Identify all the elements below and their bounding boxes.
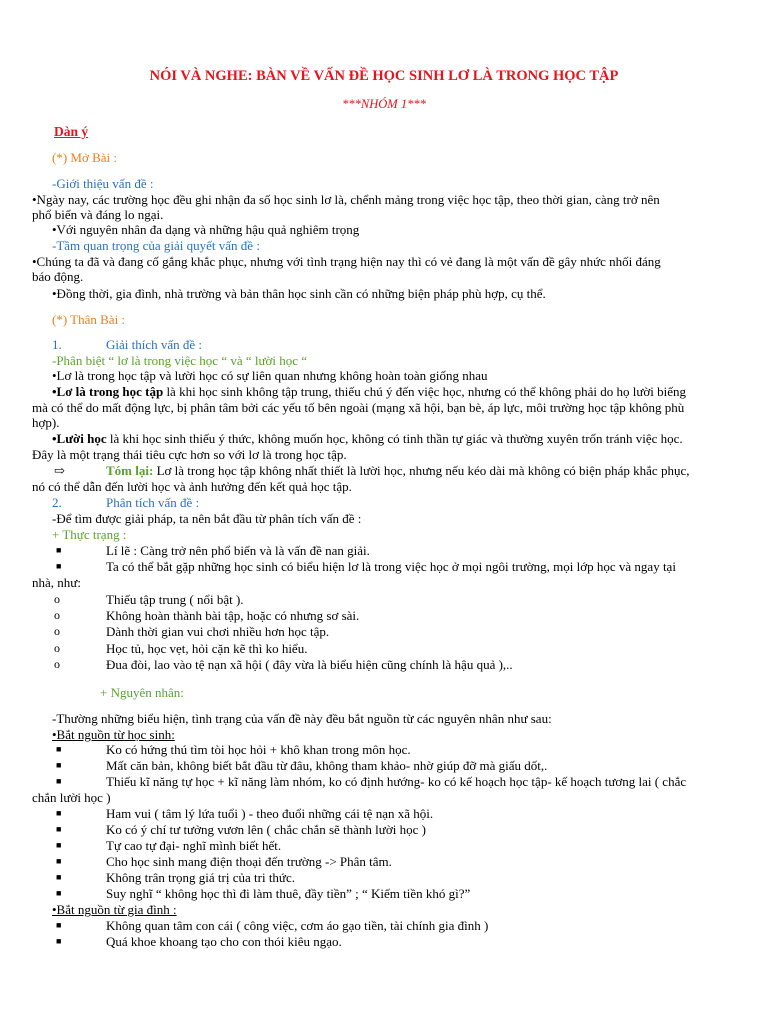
square-bullet-icon: ■ [56,760,62,770]
square-bullet-icon: ■ [56,840,62,850]
body-heading: (*) Thân Bài : [52,312,126,327]
summary-text: Lơ là trong học tập không nhất thiết là lười học, nhưng nếu kéo dài mà không có biện pháp khắc phục, [153,463,690,478]
status-item-2: Ta có thể bắt gặp những học sinh có biểu hiện lơ là trong việc học ở mọi ngôi trường, mọi lớp học và ngay tại [106,559,676,574]
section-2-number: 2. [52,495,62,510]
square-bullet-icon: ■ [56,744,62,754]
body-bullet-3-term: •Lười học [52,431,107,446]
symptom-item-3: Dành thời gian vui chơi nhiều hơn học tập. [106,624,330,639]
student-cause-5: Ko có ý chí tư tưởng vươn lên ( chắc chắn sẽ thành lười học ) [106,822,426,837]
summary-cont: nó có thể dẫn đến lười học và ảnh hưởng đến kết quả học tập. [32,479,352,494]
section-1-title: Giải thích vấn đề : [106,337,203,352]
circle-bullet-icon: o [54,592,60,606]
student-cause-7: Cho học sinh mang điện thoại đến trường -> Phân tâm. [106,854,392,869]
cause-intro: -Thường những biểu hiện, tình trạng của vấn đề này đều bắt nguồn từ các nguyên nhân như sau: [52,711,552,726]
square-bullet-icon: ■ [56,856,62,866]
summary-label: Tóm lại: [106,463,154,478]
intro-bullet-3-cont: báo động. [32,269,84,284]
student-cause-4: Ham vui ( tâm lý lứa tuổi ) - theo đuổi những cái tệ nạn xã hội. [106,806,434,821]
circle-bullet-icon: o [54,657,60,671]
body-bullet-2-cont: mà có thể do mất động lực, bị phân tâm bởi các yếu tố bên ngoài (mạng xã hội, bạn bè, áp lực, môi trường học tập không phù [32,400,685,415]
body-bullet-2-cont-2: hợp). [32,415,60,430]
square-bullet-icon: ■ [56,561,62,571]
symptom-item-2: Không hoàn thành bài tập, hoặc có nhưng sơ sài. [106,608,360,623]
status-item-2-cont: nhà, như: [32,575,81,590]
body-bullet-2 [52,384,722,399]
analysis-intro: -Để tìm được giải pháp, ta nên bắt đầu từ phân tích vấn đề : [52,511,362,526]
square-bullet-icon: ■ [56,545,62,555]
symptom-item-1: Thiếu tập trung ( nổi bật ). [106,592,244,607]
symptom-item-4: Học tủ, học vẹt, hỏi cặn kẽ thì ko hiểu. [106,641,308,656]
status-heading: + Thực trạng : [52,527,127,542]
body-bullet-3 [52,431,722,446]
outline-heading: Dàn ý [54,124,89,139]
square-bullet-icon: ■ [56,808,62,818]
family-cause-2: Quá khoe khoang tạo cho con thói kiêu ngạo. [106,934,342,949]
student-cause-1: Ko có hứng thú tìm tòi học hỏi + khô khan trong môn học. [106,742,411,757]
section-1-number: 1. [52,337,62,352]
intro-bullet-3: •Chúng ta đã và đang cố gắng khắc phục, nhưng với tình trạng hiện nay thì có vẻ đang là một vấn đề gây nhức nhối đáng [32,254,661,269]
distinguish-label: -Phân biệt “ lơ là trong việc học “ và “ lười học “ [52,353,308,368]
arrow-icon: ⇨ [54,463,65,478]
square-bullet-icon: ■ [56,872,62,882]
body-bullet-3-text: là khi học sinh thiếu ý thức, không muốn học, không có tinh thần tự giác và thường xuyên trốn tránh việc học. [106,431,683,446]
student-cause-3: Thiếu kĩ năng tự học + kĩ năng làm nhóm, ko có định hướng- ko có kế hoạch học tập- kế hoạch tương lai ( chắc [106,774,687,789]
summary-line [106,463,726,478]
intro-bullet-2: •Với nguyên nhân đa dạng và những hậu quả nghiêm trọng [52,222,360,237]
symptom-item-5: Đua đòi, lao vào tệ nạn xã hội ( đây vừa là biểu hiện cũng chính là hậu quả ),.. [106,657,513,672]
square-bullet-icon: ■ [56,776,62,786]
section-2-title: Phân tích vấn đề : [106,495,200,510]
document-title: NÓI VÀ NGHE: BÀN VỀ VẤN ĐỀ HỌC SINH LƠ LÀ TRONG HỌC TẬP [149,68,619,84]
circle-bullet-icon: o [54,624,60,638]
group-subtitle: ***NHÓM 1*** [342,97,426,111]
intro-bullet-1: •Ngày nay, các trường học đều ghi nhận đa số học sinh lơ là, chểnh mảng trong việc học tập, theo thời gian, càng trở nên [32,192,660,207]
intro-heading: (*) Mở Bài : [52,150,118,165]
student-cause-2: Mất căn bản, không biết bắt đầu từ đâu, không tham khảo- nhờ giúp đỡ mà giấu dốt,. [106,758,548,773]
body-bullet-3-cont: Đây là một trạng thái tiêu cực hơn so với lơ là trong học tập. [32,447,347,462]
student-causes-heading: •Bắt nguồn từ học sinh: [52,727,175,742]
square-bullet-icon: ■ [56,936,62,946]
intro-bullet-1-cont: phổ biến và đáng lo ngại. [32,207,164,222]
family-causes-heading: •Bắt nguồn từ gia đình : [52,902,177,917]
square-bullet-icon: ■ [56,888,62,898]
square-bullet-icon: ■ [56,920,62,930]
topic-intro-label: -Giới thiệu vấn đề : [52,176,154,191]
student-cause-8: Không trân trọng giá trị của tri thức. [106,870,295,885]
importance-label: -Tầm quan trọng của giải quyết vấn đề : [52,238,260,253]
body-bullet-2-term: •Lơ là trong học tập [52,384,164,399]
student-cause-3-cont: chắn lười học ) [32,790,111,805]
circle-bullet-icon: o [54,608,60,622]
cause-heading: + Nguyên nhân: [100,685,184,700]
intro-bullet-4: •Đồng thời, gia đình, nhà trường và bản thân học sinh cần có những biện pháp phù hợp, cụ thể. [52,286,546,301]
body-bullet-2-text: là khi học sinh không tập trung, thiếu chú ý đến việc học, nhưng có thể không phải do họ lười biếng [163,384,687,399]
family-cause-1: Không quan tâm con cái ( công việc, cơm áo gạo tiền, tài chính gia đình ) [106,918,489,933]
student-cause-6: Tự cao tự đại- nghĩ mình biết hết. [106,838,282,853]
student-cause-9: Suy nghĩ “ không học thì đi làm thuê, đầy tiền” ; “ Kiếm tiền khó gì?” [106,886,471,901]
body-bullet-1: •Lơ là trong học tập và lười học có sự liên quan nhưng không hoàn toàn giống nhau [52,368,488,383]
square-bullet-icon: ■ [56,824,62,834]
status-item-1: Lí lẽ : Càng trở nên phổ biến và là vấn đề nan giải. [106,543,370,558]
circle-bullet-icon: o [54,641,60,655]
